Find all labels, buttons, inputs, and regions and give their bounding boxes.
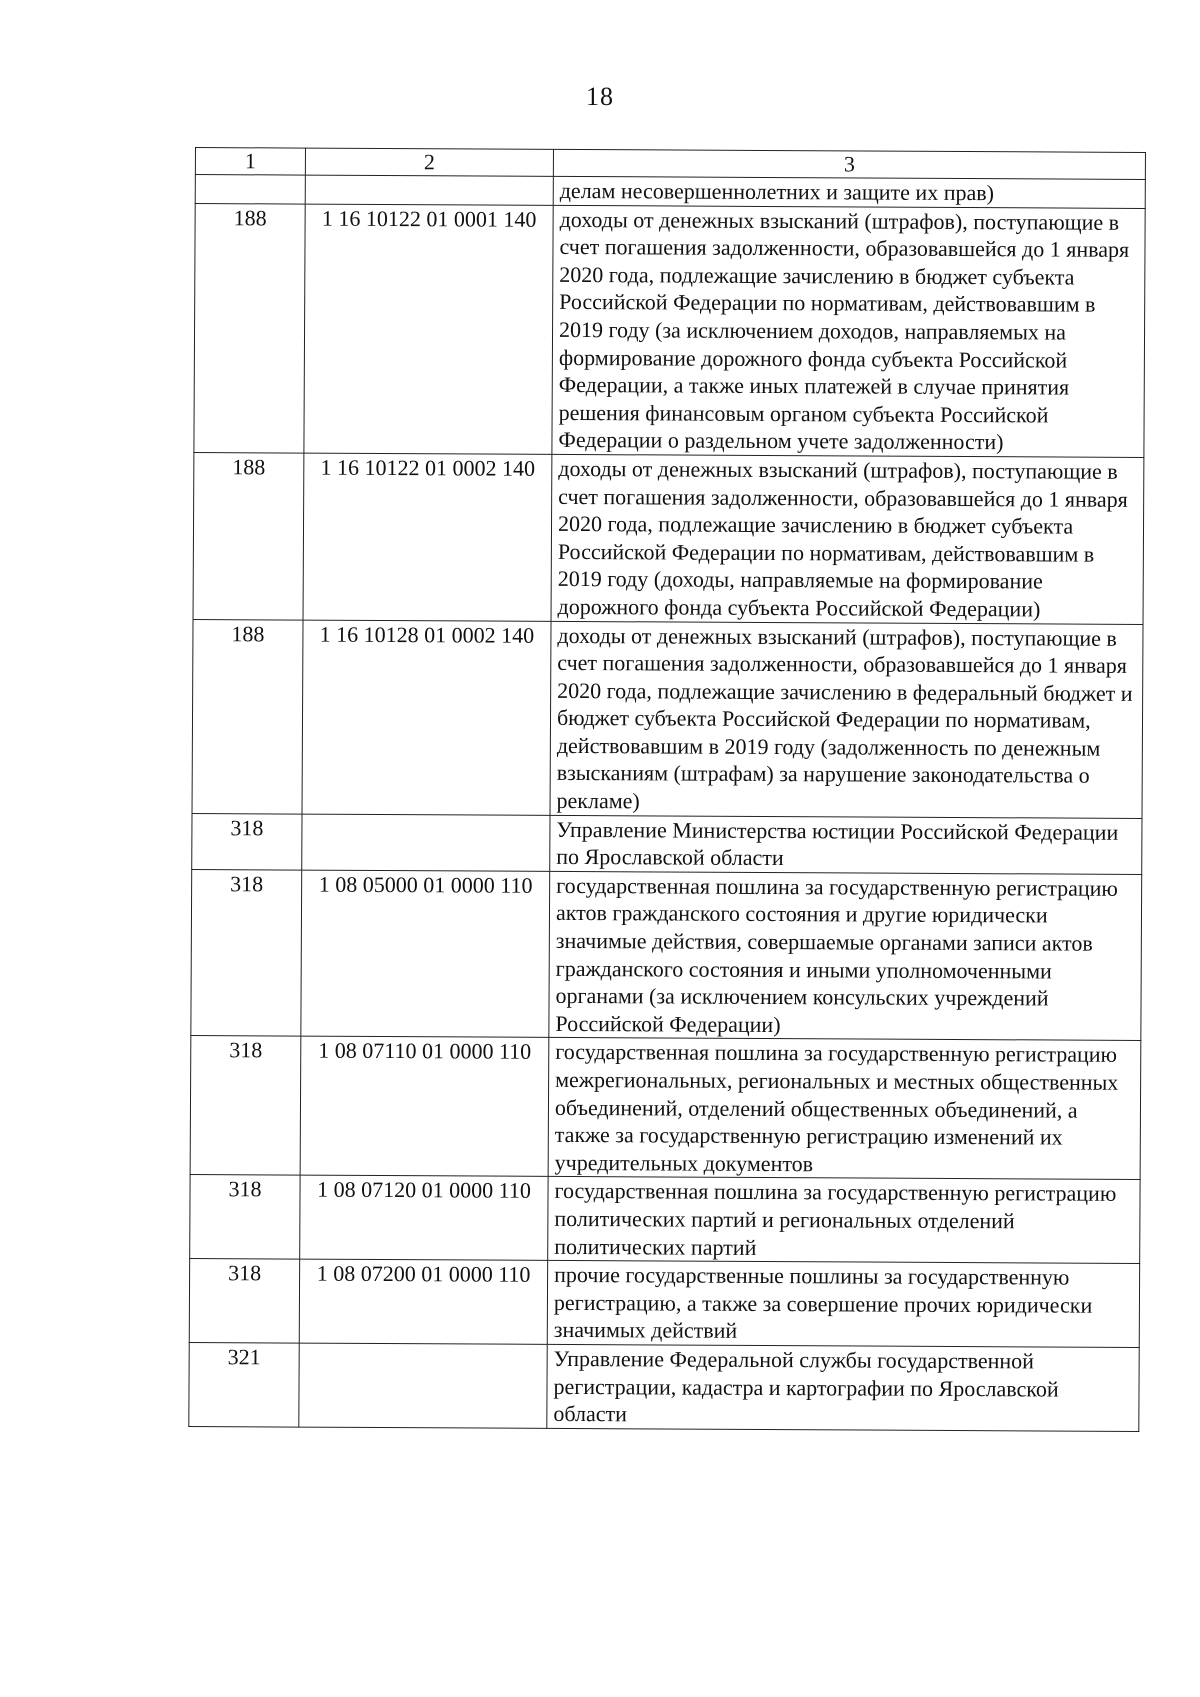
revenue-code-cell: 1 08 07120 01 0000 110 bbox=[300, 1175, 548, 1260]
table-row bbox=[190, 1036, 1141, 1180]
revenue-codes-table bbox=[188, 147, 1146, 1432]
revenue-code-cell bbox=[302, 814, 550, 871]
admin-code-cell: 318 bbox=[189, 1259, 299, 1343]
table-row bbox=[193, 452, 1144, 624]
column-header-2: 2 bbox=[305, 148, 553, 176]
revenue-code-cell: 1 16 10128 01 0002 140 bbox=[302, 620, 551, 815]
table-row bbox=[190, 1175, 1140, 1264]
admin-code-cell: 188 bbox=[194, 203, 305, 453]
revenue-code-cell: 1 16 10122 01 0002 140 bbox=[303, 453, 552, 621]
description-cell: Управление Федеральной службы государственной регистрации, кадастра и картографии по Ярославской области bbox=[547, 1344, 1139, 1431]
description-cell: доходы от денежных взысканий (штрафов), поступающие в счет погашения задолженности, образовавшейся до 1 января 2020 года, подлежащие зачислению в федеральный бюджет и бюджет субъекта Российской Федерации по нормативам, действовавшим в 2019 году (задолженность по денежным взысканиям (штрафам) за нарушение законодательства о рекламе) bbox=[550, 621, 1143, 818]
column-header-1: 1 bbox=[195, 148, 305, 176]
admin-code-cell: 188 bbox=[192, 619, 303, 814]
admin-code-cell: 318 bbox=[192, 813, 302, 870]
revenue-code-cell: 1 08 07200 01 0000 110 bbox=[299, 1259, 547, 1344]
page-number: 18 bbox=[586, 82, 614, 111]
description-cell: прочие государственные пошлины за государственную регистрацию, а также за совершение прочих юридически значимых действий bbox=[547, 1261, 1139, 1348]
table-row bbox=[194, 203, 1145, 457]
description-cell: государственная пошлина за государственную регистрацию межрегиональных, региональных и местных общественных объединений, отделений общественных объединений, а также за государственную регистрацию изменений их учредительных документов bbox=[548, 1038, 1141, 1180]
admin-code-cell: 188 bbox=[193, 452, 304, 619]
description-cell: доходы от денежных взысканий (штрафов), поступающие в счет погашения задолженности, образовавшейся до 1 января 2020 года, подлежащие зачислению в бюджет субъекта Российской Федерации по нормативам, действовавшим в 2019 году (за исключением доходов, направляемых на формирование дорожного фонда субъекта Российской Федерации, а также иных платежей в случае принятия решения финансовым органом субъекта Российской Федерации о раздельном учете задолженности) bbox=[552, 205, 1145, 457]
admin-code-cell: 318 bbox=[190, 1036, 301, 1176]
admin-code-cell: 321 bbox=[189, 1342, 299, 1426]
revenue-code-cell bbox=[305, 175, 553, 205]
admin-code-cell: 318 bbox=[191, 869, 302, 1036]
table-row bbox=[189, 1259, 1139, 1348]
description-cell: государственная пошлина за государственную регистрацию актов гражданского состояния и другие юридически значимые действия, совершаемые органами записи актов гражданского состояния и иными уполномоченными органами (за исключением консульских учреждений Российской Федерации) bbox=[549, 871, 1142, 1041]
table-row bbox=[191, 869, 1142, 1041]
revenue-code-cell: 1 16 10122 01 0001 140 bbox=[304, 204, 553, 455]
description-cell: Управление Министерства юстиции Российской Федерации по Ярославской области bbox=[550, 815, 1142, 874]
description-cell: доходы от денежных взысканий (штрафов), поступающие в счет погашения задолженности, образовавшейся до 1 января 2020 года, подлежащие зачислению в бюджет субъекта Российской Федерации по нормативам, действовавшим в 2019 году (доходы, направляемые на формирование дорожного фонда субъекта Российской Федерации) bbox=[551, 454, 1144, 624]
admin-code-cell: 318 bbox=[190, 1175, 300, 1259]
table-row bbox=[192, 813, 1142, 874]
admin-code-cell bbox=[195, 175, 305, 204]
revenue-code-cell bbox=[299, 1343, 547, 1428]
description-cell: делам несовершеннолетних и защите их прав) bbox=[553, 176, 1145, 208]
revenue-code-cell: 1 08 07110 01 0000 110 bbox=[300, 1036, 549, 1176]
table-row bbox=[192, 619, 1143, 818]
table-row bbox=[189, 1342, 1139, 1431]
revenue-code-cell: 1 08 05000 01 0000 110 bbox=[301, 870, 550, 1038]
column-header-3: 3 bbox=[553, 149, 1145, 179]
description-cell: государственная пошлина за государственную регистрацию политических партий и региональных отделений политических партий bbox=[548, 1177, 1140, 1264]
